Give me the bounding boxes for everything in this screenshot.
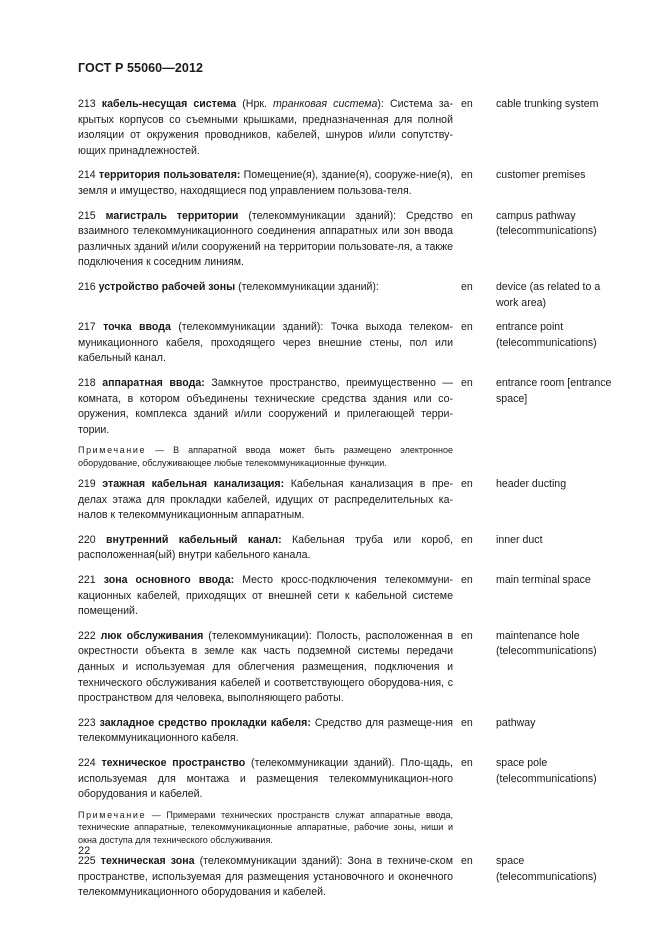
term-name: техническая зона (100, 855, 195, 867)
english-equivalent: campus pathway (telecommunications) (496, 209, 597, 238)
english-equivalent: inner duct (496, 533, 543, 546)
term-number: 220 (78, 533, 96, 546)
term-number: 219 (78, 478, 96, 491)
english-equivalent: space pole (telecommunications) (496, 757, 597, 785)
term-number: 225 (78, 855, 96, 867)
definition-text: (Нрк. (242, 98, 273, 110)
term-entry (78, 533, 618, 564)
term-definition (78, 280, 453, 311)
term-entry (78, 716, 618, 747)
note-label: Примечание (78, 809, 147, 820)
term-entry (78, 376, 618, 438)
term-entry (78, 168, 618, 199)
term-name: кабель-несущая система (101, 98, 237, 110)
term-definition (78, 533, 453, 564)
english-equivalent: entrance room [entrance space] (496, 376, 612, 405)
language-code: en (461, 757, 473, 769)
language-code: en (461, 98, 473, 110)
term-definition (78, 629, 453, 707)
english-equivalent: main terminal space (496, 574, 591, 587)
definition-text: (телекоммуникации зданий): Точка выхода телеком-муникационного кабеля, проходящего через внешние стены, пол или кабельный канал. (78, 321, 453, 365)
term-name: закладное средство прокладки кабеля: (99, 716, 311, 729)
english-equivalent: entrance point (telecommunications) (496, 321, 597, 349)
term-definition (78, 477, 453, 524)
term-number: 214 (78, 169, 96, 182)
term-entry (78, 629, 618, 707)
deprecated-term: транковая система (273, 98, 378, 110)
definition-text: (телекоммуникации зданий): Зона в техниче-ском пространстве, используемая для размещения установочного и оконечного телекоммуникационного оборудования и кабелей. (78, 855, 453, 899)
term-entry (78, 97, 618, 159)
definition-text: Кабельная канализация в пре-делах этажа для прокладки кабелей, идущих от распределительных ка-налов к телекоммуникационным аппаратным. (78, 478, 453, 522)
english-equivalent: customer premises (496, 169, 586, 182)
term-entry (78, 477, 618, 524)
definition-text: Кабельная труба или короб, расположенная(ый) внутри кабельного канала. (78, 533, 454, 562)
term-number: 218 (78, 376, 96, 389)
definition-text: Средство для размеще-ния телекоммуникационного кабеля. (78, 716, 453, 745)
term-name: люк обслуживания (100, 629, 204, 642)
document-header: ГОСТ Р 55060—2012 (78, 61, 204, 75)
note (78, 809, 453, 846)
term-name: магистраль территории (105, 209, 239, 222)
term-entry (78, 320, 618, 367)
definition-text: Помещение(я), здание(я), сооруже-ние(я), земля и имущество, находящиеся под управлением пользова-теля. (78, 169, 453, 197)
language-code: en (461, 376, 473, 389)
page-number: 22 (78, 845, 91, 857)
term-name: этажная кабельная канализация: (102, 478, 285, 491)
language-code: en (461, 629, 473, 642)
definition-text: Замкнутое пространство, преимущественно — комната, в котором объединены технические средства здания или со-оружения, комплекса зданий и/или сооружений и прилегающей терри-тории. (78, 376, 453, 436)
language-code: en (461, 209, 473, 222)
definition-text: (телекоммуникации зданий): Средство взаимного телекоммуникационного соединения аппаратных или зон ввода различных зданий и/или сооружений на территории пользовате-ля, а также подключения к соседним линиям. (78, 209, 453, 269)
term-number: 224 (78, 757, 96, 769)
note-text: — Примерами технических пространств служат аппаратные ввода, технические аппаратные, телекоммуникационные аппаратные, рабочие зоны, ниши и окна доступа для технического обслуживания. (78, 809, 453, 845)
term-list (78, 97, 618, 910)
term-number: 217 (78, 321, 96, 334)
definition-text: (телекоммуникации зданий): (235, 280, 379, 293)
term-definition (78, 716, 453, 747)
term-entry (78, 756, 618, 803)
language-code: en (461, 321, 473, 334)
term-definition (78, 320, 453, 367)
term-entry (78, 854, 618, 901)
term-number: 221 (78, 574, 96, 587)
term-name: внутренний кабельный канал: (106, 533, 282, 546)
english-equivalent: pathway (496, 716, 536, 729)
language-code: en (461, 533, 473, 546)
definition-text: ): Система за-крытых корпусов со съемными крышками, предназначенная для полной изоляции от окружения проводников, кабелей, шнуров и/или сопутству-ющих принадлежностей. (78, 98, 453, 157)
note-text: — В аппаратной ввода может быть размещено электронное оборудование, обслуживающее любые телекоммуникационные функции. (78, 445, 453, 468)
english-equivalent: space (telecommunications) (496, 855, 597, 883)
english-equivalent: device (as related to a work area) (496, 280, 601, 309)
language-code: en (461, 280, 473, 293)
english-equivalent: cable trunking system (496, 98, 599, 110)
term-definition (78, 97, 453, 159)
definition-text: Место кросс-подключения телекоммуни-кационных кабелей, приходящих от внешней сети к кабельной системе помещений. (78, 574, 453, 618)
term-entry (78, 280, 618, 311)
language-code: en (461, 478, 473, 491)
term-name: зона основного ввода: (103, 574, 235, 587)
english-equivalent: maintenance hole (telecommunications) (496, 629, 597, 658)
term-name: территория пользователя: (98, 169, 241, 182)
language-code: en (461, 169, 473, 182)
english-equivalent: header ducting (496, 478, 567, 491)
term-definition (78, 756, 453, 803)
term-number: 222 (78, 629, 96, 642)
term-name: аппаратная ввода: (102, 376, 205, 389)
term-definition (78, 854, 453, 901)
term-name: техническое пространство (101, 757, 246, 769)
language-code: en (461, 855, 473, 867)
definition-text: (телекоммуникации): Полость, расположенная в окрестности объекта в земле как часть подземной системы передачи данных и используемая для облегчения размещения, подключения и технического обслуживания кабелей и соответствующего оборудова-ния, с пространством для человека, выполняющего работы. (78, 629, 453, 705)
term-definition (78, 573, 453, 620)
term-definition (78, 209, 453, 271)
term-name: точка ввода (103, 321, 171, 334)
note (78, 444, 453, 469)
definition-text: (телекоммуникации зданий). Пло-щадь, используемая для монтажа и размещения телекоммуникацион-ного оборудования и кабелей. (78, 757, 453, 801)
term-number: 223 (78, 716, 96, 729)
term-entry (78, 209, 618, 271)
term-definition (78, 376, 453, 438)
term-number: 216 (78, 280, 96, 293)
language-code: en (461, 574, 473, 587)
term-number: 213 (78, 98, 96, 110)
note-label: Примечание (78, 445, 147, 456)
term-number: 215 (78, 209, 96, 222)
language-code: en (461, 716, 473, 729)
term-entry (78, 573, 618, 620)
term-name: устройство рабочей зоны (98, 280, 236, 293)
term-definition (78, 168, 453, 199)
